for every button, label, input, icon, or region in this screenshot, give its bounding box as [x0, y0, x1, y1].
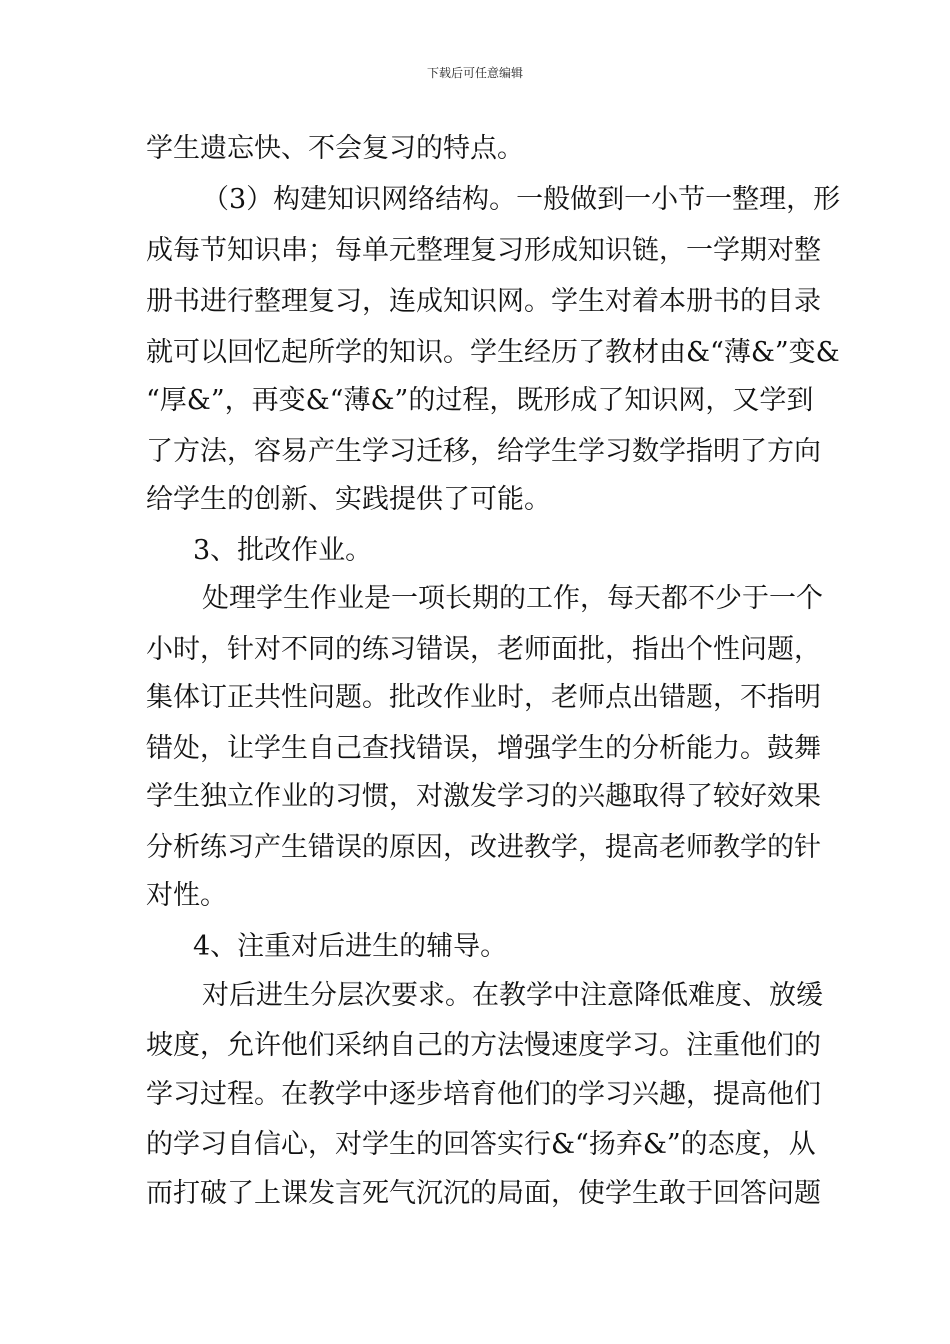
text-line: 处理学生作业是一项长期的工作，每天都不少于一个	[202, 583, 823, 614]
text-line: 小时，针对不同的练习错误，老师面批，指出个性问题，	[146, 634, 821, 665]
text-line: 成每节知识串；每单元整理复习形成知识链，一学期对整	[146, 235, 821, 266]
text-line: 学生独立作业的习惯，对激发学习的兴趣取得了较好效果	[146, 781, 821, 812]
text-line: 对性。	[146, 880, 227, 911]
text-line: 了方法，容易产生学习迁移，给学生学习数学指明了方向	[146, 436, 821, 467]
section-heading: 3、批改作业。	[193, 535, 373, 566]
text-line: 对后进生分层次要求。在教学中注意降低难度、放缓	[202, 980, 823, 1011]
text-line: 坡度，允许他们采纳自己的方法慢速度学习。注重他们的	[146, 1030, 821, 1061]
text-line: 集体订正共性问题。批改作业时，老师点出错题，不指明	[146, 682, 821, 713]
text-line: 册书进行整理复习，连成知识网。学生对着本册书的目录	[146, 286, 821, 317]
text-line: 学生遗忘快、不会复习的特点。	[146, 133, 524, 164]
text-line: 而打破了上课发言死气沉沉的局面，使学生敢于回答问题	[146, 1178, 821, 1209]
page-header: 下载后可任意编辑	[426, 66, 523, 80]
text-line: 就可以回忆起所学的知识。学生经历了教材由&“薄&”变&	[146, 337, 840, 368]
text-line: 分析练习产生错误的原因，改进教学，提高老师教学的针	[146, 832, 821, 863]
text-line: 错处，让学生自己查找错误，增强学生的分析能力。鼓舞	[146, 733, 821, 764]
text-line: 的学习自信心，对学生的回答实行&“扬弃&”的态度，从	[146, 1129, 816, 1160]
text-line: （3）构建知识网络结构。一般做到一小节一整理，形	[202, 184, 841, 215]
text-line: “厚&”，再变&“薄&”的过程，既形成了知识网，又学到	[146, 385, 814, 416]
text-line: 给学生的创新、实践提供了可能。	[146, 484, 551, 515]
section-heading: 4、注重对后进生的辅导。	[193, 931, 508, 962]
text-line: 学习过程。在教学中逐步培育他们的学习兴趣，提高他们	[146, 1079, 821, 1110]
